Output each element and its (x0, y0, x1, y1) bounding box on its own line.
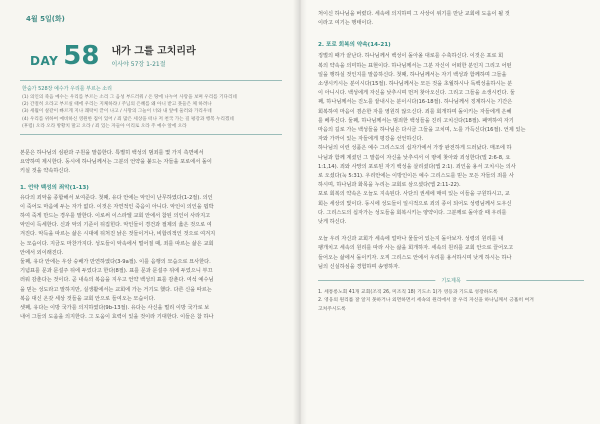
day-label: DAY (30, 54, 59, 68)
hymn-line: (1) 의인의 죽음 예수는 우리를 부르는 소리 그 음성 부드러워 / 온 땅에 나누어 사랑을 보며 우리를 기다리네 (22, 95, 237, 100)
text-line: 소생시키시는 분이시다(15절). 하나님께서는 모든 것을 초월하시나 독백성을하시는 분 (318, 81, 513, 88)
text-line: 이 아니시다. 백성에게 자신을 낮추시며 먼저 찾아오신다. 그리고 그들을 소생시킨다. 둘 (318, 90, 515, 97)
hymn-line: (3) 세월이 살같이 빠르게 지나 쾌락이 끝이 나고 / 사망의 그늘이 너와 내 앞에 둘러와 가리우네 (22, 109, 212, 115)
prayer-item: 고쳐주시도록 (318, 306, 346, 312)
text-line: 이라고 여기는 행태이다. (318, 20, 374, 27)
text-line: 들어오는 삶에서 돌이키자. 오직 그리스도 안에서 우리를 용서하시며 낫게 하시는 하나 (318, 254, 512, 261)
text-line: 러워 감춘다는 것이다. 곧 내속의 복음을 지우고 언약 백성의 표를 감춘다. 여석 예수님 (20, 277, 214, 284)
intro-paragraph (20, 149, 282, 177)
text-line: 키실 것을 약속하신다. (20, 168, 71, 175)
text-line: 를 베푸신다. 둘째, 하나님께서는 범죄한 백성들을 진리 고치신다(18절). 패역하여 자기 (318, 117, 514, 124)
page-date: 4월 5일(화) (26, 15, 65, 23)
text-line: 요약하며 제시한다. 동시에 하나님께서는 그분의 언약을 붙드는 자들을 포로에서 돌이 (20, 159, 212, 166)
text-line: 겨진다. 악득을 따르는 삶은 시대에 뒤처진 낡은 것들이거나, 비합리적인 것으로 여겨지 (20, 231, 216, 238)
text-line: 마음의 길로 가는 백성들을 하나님은 다시금 그들을 고치며, 노를 가득신다(16절). 언제 있는 (318, 127, 526, 134)
text-line: 안에서 외이래진다. (20, 249, 64, 256)
text-line: 셋째, 유다는 이방 국가를 의지하였다(9b-13절). 유다는 사신을 멀리 이방 국가로 보 (20, 305, 210, 312)
prayer-item: 1. 세통롱노회 41개 교회(조직 26, 미조직 18) 기도소 1)가 영등과 기도로 성장하도록 (318, 290, 498, 296)
text-line: 하나님의 이런 성품은 예수 그리스도의 십자가에서 가장 완전하게 드러났다. 매조에 하 (318, 145, 512, 152)
continued-paragraph (318, 10, 584, 28)
text-line: 처이신 하나님을 버렸다. 세속에 의지하며 그 사상이 위기를 만난 교회에 도움이 될 것 (318, 11, 510, 17)
text-line: 나님과 함께 계셨던 그 말씀이 자신을 낮추셔서 이 땅에 찾아와 죄성한다(빌 2:6-8, 요 (318, 154, 511, 161)
text-line: 하시며, 하나님과 화목을 누리는 교회로 삼으셨다(엡 2:11-22). (318, 182, 461, 189)
day-heading (30, 41, 282, 71)
text-line: 유다의 죄악을 종합해서 보여준다. 첫째, 유다 안에는 악인이 난무하였다(1-2절). 의인 (20, 194, 213, 201)
section-heading-2: 2. 포로 회복의 약속(14-21) (318, 42, 391, 49)
hymn-line: (4) 우리를 위하여 예비하신 영원한 집이 있어 / 죄 많은 세상을 떠나 저 천국 가는 길 평강과 행복 누리겠네 (22, 116, 234, 122)
text-line: 본문은 하나님의 심판과 구원을 말씀한다. 특별히 백성의 범죄를 몇 가지 측면에서 (20, 150, 204, 157)
prayer-item: 2. 영웅의 원리를 잘 알지 못하거나 외면하면서 세속의 원리에서 잘 우리 자신을 하나님께서 긍휼히 여겨 (318, 298, 534, 304)
text-line: 하여 죽게 만드는 경우를 말한다. 이로써 이스라엘 교회 안에서 참된 의인이 사라지고 (20, 213, 211, 220)
text-line: 낫게 하신다. (318, 219, 347, 226)
section-heading-1: 1. 언약 백성의 죄악(1-13) (20, 184, 89, 191)
chapter-title: 내가 그를 고치리라 (111, 46, 196, 57)
text-line: 포로 회복의 약속은 오늘도 지속된다. 사단의 권세에 매여 있는 이들을 구원하시고, 교 (318, 191, 510, 198)
closing-paragraph (318, 235, 584, 272)
text-line: 다. 그리스도의 십자가는 성도들을 회복시키는 양약이다. 그분께로 돌아갈 때 우리를 (318, 209, 507, 216)
hymn-title: 한숨가 528장 예수가 우리를 부르는 소리 (22, 86, 112, 92)
hymn-line: (2) 간절히 오라고 부르실 때에 우리는 지체하랴 / 주님의 은혜를 왜 아니 받고 못들은 체 하려나 (22, 102, 212, 108)
text-line: 째, 하나님께서는 진노를 끝내시는 분이시다(16-18절). 하나님께서 징계하시는 기간은 (318, 99, 513, 106)
text-line: 님의 신실하심을 경험하며 송영하자. (318, 263, 400, 270)
hymn-box (20, 80, 282, 135)
text-line: 로 오셨다(눅 5:31). 우리안에는 이방인이든 예수 그리스도를 믿는 모든 자들의 죄를 사 (318, 173, 514, 180)
prayer-heading: 기도제목 (435, 277, 466, 284)
text-line: 복음 대신 온갖 세상 것들을 교회 안으로 들여오는 모습이다. (20, 295, 156, 302)
text-line: 둘째, 유다 안에는 우상 숭배가 만연하였다(3-9a절). 이를 음행의 모습으로 묘사한다. (20, 259, 211, 266)
text-line: 자와 가까이 있는 자들에게 평강을 선언하신다. (318, 136, 424, 143)
text-line: 회복하여 마음이 겸손한 자를 영원히 않으신다. 죄를 회개하며 돌이키는 자들에게 은혜 (318, 108, 512, 115)
text-line: 징벌의 때가 끝난다. 하나님께서 백성이 돌아올 대로를 수축하신다. 이것은 포로 회 (318, 53, 504, 60)
text-line: 회는 세상의 빛이다. 동시에 성도들이 일시적으로 죄의 종이 되어도 성령님께서 도우신 (318, 200, 512, 207)
text-line: 이 죽어도 마음에 두는 자가 없다. 이것은 자연적인 죽음이 아니다. 악인이 의인을 핍박 (20, 203, 214, 210)
day-number: 58 (63, 41, 100, 71)
text-line: 오늘 우리 자신과 교회가 세속에 얼마나 물들어 있는지 돌아보자. 성령의 원리를 내 (318, 236, 504, 243)
text-line: 내어 그들의 도움을 의지한다. 그 도움이 효력이 있을 것이라 기대한다. 이들은 참 하나 (20, 314, 214, 321)
text-line: 일을 행하실 것인지를 말씀하신다. 첫째, 하나님께서는 자기 백성과 함께하며 그들을 (318, 71, 507, 78)
text-line: 팽개치고 세속의 원리를 따라 사는 삶을 회개하자. 세속의 원리를 교회 안으로 끌어오고 (318, 245, 514, 252)
section-1-body (20, 194, 282, 323)
prayer-box (318, 280, 584, 314)
right-page (300, 0, 600, 424)
scripture-reference: 이사야 57장 1-21절 (111, 61, 166, 68)
text-line: 복의 약속을 의미하는 표현이다. 하나님께서는 그분 자신이 어떠한 분인지 그리고 어떤 (318, 62, 512, 69)
title-block (111, 42, 195, 68)
text-line: 을 믿는 성도라고 말하지만, 실생활에서는 교회에 가는 거기도 했다. 다른 신을 따르는 (20, 286, 212, 293)
hymn-line: (후렴) 오라 오라 방황치 말고 오라 / 죄 있는 자들아 이리로 오라 주 예수 앞에 오라 (22, 123, 187, 129)
text-line: 1:1,14). 죄와 사망의 포로된 자기 백성을 살리셨다(엡 2:1). 죄인을 용서 고치시는 의사 (318, 163, 516, 170)
text-line: 악인이 득세한다. 신과 악의 기준이 뒤집힌다. 악인들이 경건과 절제의 옳은 것으로 여 (20, 222, 212, 229)
text-line: 기념표를 문과 문설주 뒤에 두었다고 한다(8절). 표를 문과 문설주 뒤에 두었으니 부끄 (20, 268, 213, 275)
section-2-body (318, 52, 584, 227)
text-line: 는 모습이다. 지금도 마찬가지다. 성도들이 악속에서 멀어질 때, 죄를 따르는 삶은 교회 (20, 240, 214, 247)
